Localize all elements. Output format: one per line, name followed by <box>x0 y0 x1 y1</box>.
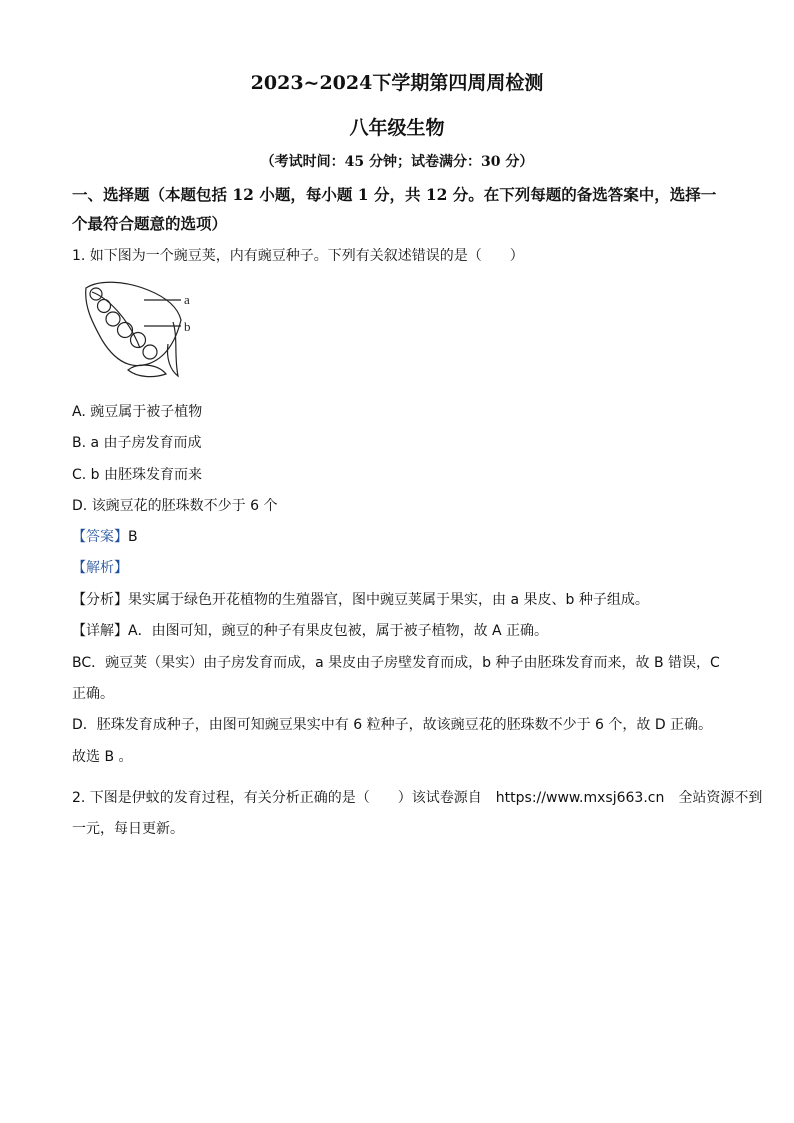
xiangjie-text: A．由图可知，豌豆的种子有果皮包被，属于被子植物，故 A 正确。 <box>128 623 549 639</box>
option-d: D. 该豌豆花的胚珠数不少于 6 个 <box>72 498 278 514</box>
answer-tag: 【答案】 <box>72 529 128 545</box>
fenxi-text: 果实属于绿色开花植物的生殖器官，图中豌豆荚属于果实，由 a 果皮、b 种子组成。 <box>128 592 649 608</box>
bc-explanation-line1: BC．豌豆荚（果实）由子房发育而成，a 果皮由子房壁发育而成，b 种子由胚珠发育而来，故 B 错误，C <box>72 655 720 671</box>
page-title: 2023~2024下学期第四周周检测 <box>250 72 544 94</box>
analysis-tag: 【解析】 <box>72 560 128 576</box>
pod-inner-line <box>92 292 140 348</box>
figure-label-a: a <box>184 292 190 307</box>
pea-pod-figure <box>78 278 208 388</box>
xiangjie-line <box>72 620 548 640</box>
sepal <box>128 365 166 377</box>
answer-line <box>72 526 138 546</box>
pea-seed <box>106 312 120 326</box>
pea-seed <box>98 300 111 313</box>
conclusion-line: 故选 B 。 <box>72 749 133 765</box>
pea-seed <box>118 323 133 338</box>
pod-stalk <box>167 322 178 376</box>
exam-info: （考试时间：45 分钟；试卷满分：30 分） <box>260 154 534 170</box>
figure-label-b: b <box>184 319 191 334</box>
answer-value: B <box>128 529 138 545</box>
question-1-stem: 1. 如下图为一个豌豆荚，内有豌豆种子。下列有关叙述错误的是（ ） <box>72 248 524 264</box>
option-a: A. 豌豆属于被子植物 <box>72 404 203 420</box>
question-2-stem-line2: 一元，每日更新。 <box>72 821 184 837</box>
pod-outline <box>86 282 181 365</box>
question-2-stem-line1: 2. 下图是伊蚊的发育过程，有关分析正确的是（ ）该试卷源自 https://www.mxsj663.cn 全站资源不到 <box>72 790 763 806</box>
option-b: B. a 由子房发育而成 <box>72 435 202 451</box>
fenxi-tag: 【分析】 <box>72 592 128 608</box>
xiangjie-tag: 【详解】 <box>72 623 128 639</box>
pea-seed <box>131 333 146 348</box>
section-heading-line2: 个最符合题意的选项） <box>72 214 228 233</box>
option-c: C. b 由胚珠发育而来 <box>72 467 203 483</box>
d-explanation-line: D．胚珠发育成种子，由图可知豌豆果实中有 6 粒种子，故该豌豆花的胚珠数不少于 6 个，故 D 正确。 <box>72 717 713 733</box>
fenxi-line <box>72 589 649 609</box>
section-heading-line1: 一、选择题（本题包括 12 小题，每小题 1 分，共 12 分。在下列每题的备选答案中，选择一 <box>72 185 717 204</box>
bc-explanation-line2: 正确。 <box>72 686 114 702</box>
pea-seed <box>143 345 157 359</box>
page-subtitle: 八年级生物 <box>349 117 445 139</box>
